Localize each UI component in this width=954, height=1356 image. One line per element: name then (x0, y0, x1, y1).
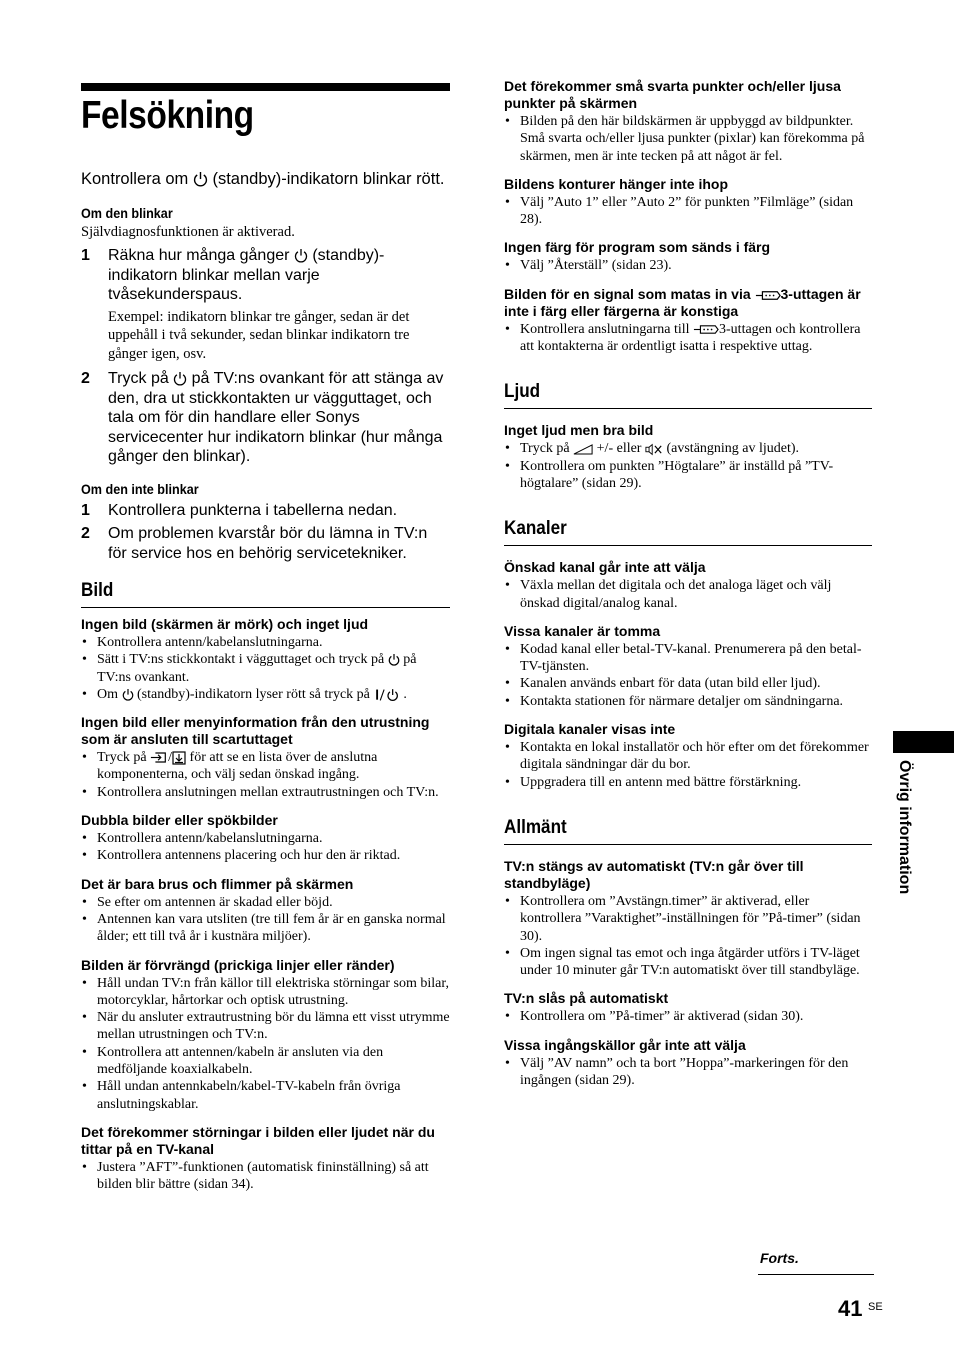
list-item: • Kontrollera om punkten ”Högtalare” är inställd på ”TV-högtalare” (sidan 29). (504, 458, 872, 493)
title-rule (81, 83, 450, 91)
list-item: • Kontrollera antenn/kabelanslutningarna. (81, 634, 450, 651)
not-blinking-heading: Om den inte blinkar (81, 480, 199, 497)
list-item: • Sätt i TV:ns stickkontakt i vägguttaget och tryck på på TV:ns ovankant. (81, 651, 450, 686)
input-select-icon (150, 751, 168, 764)
list-item: • Kontrollera att antennen/kabeln är ansluten via den medföljande koaxialkabeln. (81, 1044, 450, 1079)
power-icon (294, 248, 308, 264)
sub-heading: TV:n slås på automatiskt (504, 990, 669, 1007)
blinking-step-2: 2 Tryck på på TV:ns ovankant för att stänga av den, dra ut stickkontakten ur vägguttaget, och tala om för din handlare eller Sonys servicecenter hur indikatorn blinkar (hur många gånger den blinkar). (81, 370, 444, 465)
list-item: • Växla mellan det digitala och det analoga läget och välj önskad digital/analog kanal. (504, 577, 872, 612)
list-item: • Kanalen används enbart för data (utan bild eller ljud). (504, 675, 872, 692)
intro-text: Kontrollera om (standby)-indikatorn blinkar rött. (81, 170, 445, 188)
list-item: • Kontakta en lokal installatör och hör efter om det förekommer digitala sändningar där du bor. (504, 739, 872, 774)
list-item: • Kontrollera antennens placering och hur den är riktad. (81, 847, 450, 864)
bullet-list (504, 577, 872, 612)
scart-connector-icon (755, 289, 781, 302)
sub-heading: Det är bara brus och flimmer på skärmen (81, 875, 354, 892)
sub-heading: TV:n stängs av automatiskt (TV:n går över till standbyläge) (504, 857, 804, 891)
step-number: 1 (81, 247, 90, 264)
list-item: • Bilden på den här bildskärmen är uppbyggd av bildpunkter. Små svarta och/eller ljusa punkter (pixlar) kan förekomma på skärmen, men är inte tecken på att något är fel. (504, 113, 872, 165)
sub-heading: Det förekommer små svarta punkter och/eller ljusa punkter på skärmen (504, 78, 841, 111)
list-item: • Om (standby)-indikatorn lyser rött så tryck på . (81, 686, 450, 703)
sub-heading: Bilden är förvrängd (prickiga linjer eller ränder) (81, 956, 395, 973)
section-title-allmant: Allmänt (504, 816, 872, 845)
list-item: • Justera ”AFT”-funktionen (automatisk fininställning) så att bilden blir bättre (sidan 34). (81, 1159, 450, 1194)
list-item: • Uppgradera till en antenn med bättre förstärkning. (504, 774, 872, 791)
bullet-list (81, 894, 450, 946)
bullet-list (504, 1008, 872, 1025)
bullet-list (504, 1055, 872, 1090)
hold-icon (172, 751, 186, 765)
mute-icon (645, 443, 663, 456)
power-icon (173, 371, 187, 387)
sub-heading: Ingen färg för program som sänds i färg (504, 239, 771, 256)
sub-heading: Det förekommer störningar i bilden eller ljudet när du tittar på en TV-kanal (81, 1123, 435, 1157)
scart-connector-icon (693, 323, 719, 336)
list-item: • När du ansluter extrautrustning bör du lämna ett visst utrymme mellan utrustningen och TV:n. (81, 1009, 450, 1044)
list-item: • Kontrollera anslutningen mellan extrautrustningen och TV:n. (81, 784, 450, 801)
sub-heading: Önskad kanal går inte att välja (504, 559, 706, 576)
power-icon (122, 688, 134, 702)
sub-heading: Inget ljud men bra bild (504, 422, 654, 439)
list-item: • Antennen kan vara utsliten (tre till fem år är en ganska normal ålder; ett till två år i kustnära miljöer). (81, 911, 450, 946)
list-item: • Kontrollera antenn/kabelanslutningarna. (81, 830, 450, 847)
list-item: • Håll undan TV:n från källor till elektriska störningar som bilar, motorcyklar, hårtorkar och optisk utrustning. (81, 975, 450, 1010)
bullet-list (81, 634, 450, 703)
bullet-list (504, 321, 872, 356)
not-blinking-step-2: 2 Om problemen kvarstår bör du lämna in TV:n för service hos en behörig servicetekniker. (81, 525, 428, 562)
bullet-list (504, 194, 872, 229)
bullet-list (81, 1159, 450, 1194)
side-tab-marker (893, 731, 954, 753)
step-number: 2 (81, 370, 90, 387)
sub-heading: Dubbla bilder eller spökbilder (81, 812, 278, 829)
section-title-kanaler: Kanaler (504, 517, 872, 546)
bullet-list (504, 739, 872, 791)
list-item: • Håll undan antennkabeln/kabel-TV-kabeln från övriga anslutningskablar. (81, 1078, 450, 1113)
bullet-list (504, 440, 872, 492)
sub-heading: Bilden för en signal som matas in via 3-uttagen är inte i färg eller färgerna är konstiga (504, 285, 861, 319)
bullet-list (504, 113, 872, 165)
left-content (81, 169, 450, 1194)
list-item: • Kontrollera om ”Avstängn.timer” är aktiverad, eller kontrollera ”Varaktighet”-inställningen för ”På-timer” (sidan 30). (504, 893, 872, 945)
step-note: Exempel: indikatorn blinkar tre gånger, sedan är det uppehåll i två sekunder, sedan blinkar indikatorn tre gånger igen, osv. (108, 308, 410, 362)
blinking-step-1: 1 Räkna hur många gånger (standby)-indikatorn blinkar mellan varje tvåsekunderspaus. Exempel: indikatorn blinkar tre gånger, sedan är det uppehåll i två sekunder, sedan blinkar indikatorn tre gånger igen, osv. (81, 246, 450, 365)
sub-heading: Ingen bild (skärmen är mörk) och inget ljud (81, 616, 369, 632)
bullet-list (81, 749, 450, 801)
list-item: • Kontakta stationen för närmare detaljer om sändningarna. (504, 693, 872, 710)
continued-label: Forts. (758, 1249, 874, 1275)
list-item: • Om ingen signal tas emot och inga åtgärder utförs i TV-läget under 10 minuter går TV:n automatiskt över till standbyläge. (504, 945, 872, 980)
tv-standby-toggle-icon (373, 688, 403, 702)
sub-heading: Bildens konturer hänger inte ihop (504, 175, 729, 192)
bullet-list (504, 641, 872, 710)
list-item: • Kodad kanal eller betal-TV-kanal. Prenumerera på den betal-TV-tjänsten. (504, 641, 872, 676)
power-icon (388, 653, 400, 667)
list-item: • Tryck på +/- eller (avstängning av ljudet). (504, 440, 872, 457)
section-title-bild: Bild (81, 579, 450, 608)
page-number: 41 (838, 1296, 863, 1321)
bullet-list (504, 893, 872, 979)
list-item: • Kontrollera om ”På-timer” är aktiverad (sidan 30). (504, 1008, 872, 1025)
not-blinking-step-1: 1 Kontrollera punkterna i tabellerna nedan. (81, 501, 398, 519)
list-item: • Välj ”Auto 1” eller ”Auto 2” för punkten ”Filmläge” (sidan 28). (504, 194, 872, 229)
blinking-text: Självdiagnosfunktionen är aktiverad. (81, 224, 295, 240)
list-item: • Välj ”Återställ” (sidan 23). (504, 257, 872, 274)
right-content (504, 78, 872, 1089)
power-icon (193, 171, 208, 188)
list-item: • Se efter om antennen är skadad eller böjd. (81, 894, 450, 911)
list-item: • Välj ”AV namn” och ta bort ”Hoppa”-markeringen för den ingången (sidan 29). (504, 1055, 872, 1090)
blinking-heading: Om den blinkar (81, 205, 173, 221)
bullet-list (81, 830, 450, 865)
bullet-list (81, 975, 450, 1113)
bullet-list (504, 257, 872, 274)
side-label: Övrig information (896, 760, 913, 895)
sub-heading: Vissa kanaler är tomma (504, 622, 661, 639)
list-item: • Kontrollera anslutningarna till 3-uttagen och kontrollera att kontakterna är ordentligt isatta i respektive uttag. (504, 321, 872, 356)
sub-heading: Ingen bild eller menyinformation från den utrustning som är ansluten till scartuttaget (81, 714, 430, 748)
sub-heading: Vissa ingångskällor går inte att välja (504, 1036, 746, 1053)
list-item: • Tryck på / för att se en lista över de anslutna komponenterna, och välj sedan önskad ingång. (81, 749, 450, 784)
sub-heading: Digitala kanaler visas inte (504, 721, 676, 738)
volume-icon (573, 444, 593, 455)
page-language: SE (868, 1301, 883, 1313)
section-title-ljud: Ljud (504, 380, 872, 409)
page-title: Felsökning (81, 94, 254, 137)
